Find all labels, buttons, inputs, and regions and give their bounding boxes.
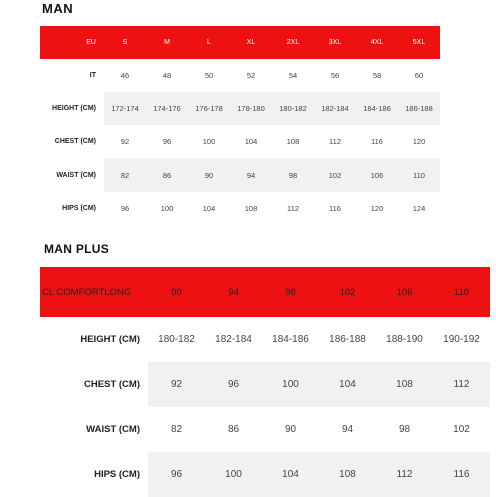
table-cell: 94 — [230, 158, 272, 192]
table-cell: 184-186 — [272, 334, 309, 345]
table-cell: 94 — [341, 424, 354, 435]
table-cell: 182-184 — [314, 92, 356, 125]
table-cell: 182-184 — [215, 334, 252, 345]
table-cell: 90 — [284, 424, 297, 435]
table-cell: 102 — [314, 158, 356, 192]
table-header-row — [40, 26, 440, 59]
table-cell: 184-186 — [356, 92, 398, 125]
table-cell: 58 — [372, 71, 382, 80]
table-cell: 92 — [120, 137, 130, 146]
table-cell: 104 — [319, 362, 376, 407]
table-cell: 100 — [262, 362, 319, 407]
table-cell: 90 — [188, 158, 230, 192]
table-cell: 112 — [433, 362, 490, 407]
row-label: IT — [89, 72, 96, 79]
table-cell: 100 — [160, 204, 174, 213]
header-cell: 5XL — [398, 26, 440, 59]
table-cell: 86 — [227, 424, 240, 435]
row-label: CHEST (CM) — [84, 379, 140, 390]
row-label: WAIST (CM) — [56, 171, 96, 179]
header-cell: S — [104, 26, 146, 59]
table-cell: 112 — [376, 452, 433, 497]
table-cell: 46 — [120, 71, 130, 80]
table-cell: 108 — [376, 362, 433, 407]
table-cell: 116 — [371, 137, 383, 146]
table-cell: 176-178 — [188, 92, 230, 125]
table-row — [40, 452, 490, 497]
table-cell: 104 — [262, 452, 319, 497]
table-row — [40, 125, 440, 158]
table-cell: 52 — [246, 71, 256, 80]
table-cell: 48 — [162, 71, 172, 80]
table-cell: 106 — [356, 158, 398, 192]
table-cell: 174-176 — [146, 92, 188, 125]
table-row — [40, 59, 440, 92]
table-cell: 56 — [330, 71, 340, 80]
header-cell: 4XL — [356, 26, 398, 59]
size-table-man-plus — [40, 267, 490, 497]
table-cell: 190-192 — [443, 334, 480, 345]
table-cell: 124 — [412, 204, 426, 213]
table-cell: 108 — [319, 452, 376, 497]
header-cell: XL — [230, 26, 272, 59]
header-cell: 94 — [205, 267, 262, 317]
header-cell: 110 — [433, 267, 490, 317]
table-header-row — [40, 267, 490, 317]
header-cell: 102 — [319, 267, 376, 317]
table-cell: 96 — [120, 204, 130, 213]
table-cell: 104 — [244, 137, 258, 146]
table-cell: 186-188 — [329, 334, 366, 345]
table-cell: 116 — [433, 452, 490, 497]
section-title-man-plus: MAN PLUS — [44, 242, 110, 256]
row-label: HEIGHT (CM) — [80, 334, 140, 345]
table-cell: 102 — [453, 424, 470, 435]
table-cell: 112 — [287, 204, 299, 213]
table-cell: 172-174 — [104, 92, 146, 125]
header-cell: 90 — [148, 267, 205, 317]
table-row — [40, 362, 490, 407]
table-cell: 180-182 — [158, 334, 195, 345]
table-row — [40, 407, 490, 452]
header-label: CL COMFORTLONG — [40, 267, 148, 317]
table-cell: 60 — [414, 71, 424, 80]
size-table-man — [40, 26, 440, 225]
row-label: HIPS (CM) — [62, 205, 96, 212]
table-cell: 188-190 — [386, 334, 423, 345]
header-cell: 106 — [376, 267, 433, 317]
header-cell: 2XL — [272, 26, 314, 59]
table-cell: 96 — [148, 452, 205, 497]
table-cell: 98 — [398, 424, 411, 435]
table-cell: 82 — [104, 158, 146, 192]
table-cell: 82 — [170, 424, 183, 435]
header-cell: M — [146, 26, 188, 59]
table-cell: 98 — [272, 158, 314, 192]
section-title-man: MAN — [42, 1, 74, 16]
table-row — [40, 92, 440, 125]
header-cell: 98 — [262, 267, 319, 317]
row-label: HIPS (CM) — [94, 469, 140, 480]
table-cell: 108 — [244, 204, 258, 213]
table-cell: 50 — [204, 71, 214, 80]
row-label: HEIGHT (CM) — [52, 105, 96, 112]
table-cell: 180-182 — [272, 92, 314, 125]
header-cell: L — [188, 26, 230, 59]
table-cell: 100 — [205, 452, 262, 497]
header-cell: 3XL — [314, 26, 356, 59]
table-row — [40, 317, 490, 362]
table-row — [40, 192, 440, 225]
table-cell: 100 — [202, 137, 216, 146]
table-row — [40, 158, 440, 192]
table-cell: 120 — [412, 137, 426, 146]
table-cell: 108 — [286, 137, 300, 146]
table-cell: 96 — [205, 362, 262, 407]
table-cell: 120 — [370, 204, 384, 213]
row-label: WAIST (CM) — [86, 424, 140, 435]
table-cell: 112 — [329, 137, 341, 146]
table-cell: 96 — [162, 137, 172, 146]
table-cell: 178-180 — [230, 92, 272, 125]
table-cell: 110 — [398, 158, 440, 192]
table-cell: 104 — [202, 204, 216, 213]
table-cell: 186-188 — [398, 92, 440, 125]
header-label: EU — [40, 26, 104, 59]
table-cell: 116 — [329, 204, 341, 213]
table-cell: 92 — [148, 362, 205, 407]
row-label: CHEST (CM) — [54, 138, 96, 145]
table-cell: 54 — [288, 71, 298, 80]
table-cell: 86 — [146, 158, 188, 192]
